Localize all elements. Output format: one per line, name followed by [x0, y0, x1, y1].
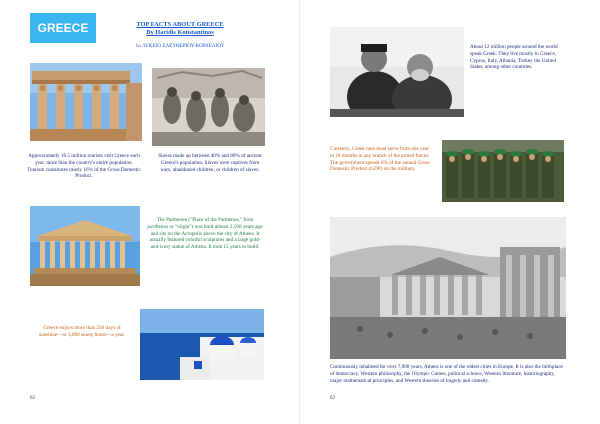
parthenon-text-part-2: or "virgin") was built almost 2,500 years ago and sits on the Acropolis above the city of Athens. It actually featured colorful sculptures and a large gold-and-ivory statue of Athena. It took 15 years to build. — [149, 223, 263, 251]
sunshine-fact-text: Greece enjoys more than 250 days of sunshine—or 3,000 sunny hours—a year. — [39, 325, 125, 338]
santorini-photo — [140, 309, 264, 380]
left-page-number: 62 — [30, 396, 35, 401]
right-page-number: 63 — [330, 396, 335, 401]
right-page — [300, 0, 600, 424]
athens-fact-text: Continuously inhabited for over 7,000 years, Athens is one of the oldest cities in Europe. It is also the birthplace of democracy, Western philosophy, the Olympic Games, political science, Western literature, historiography, major mathematical principles, and Western theories of tragedy and comedy. — [330, 364, 563, 384]
elderly-greek-men-photo — [330, 27, 464, 117]
tourism-fact-text: Approximately 16.5 million tourists visit Greece each year, more than the country's entire population. Tourism constitutes nearly 16% of the Gross Domestic Product. — [27, 153, 141, 180]
parthenon-photo — [30, 206, 140, 286]
greek-soldiers-parade-photo — [442, 140, 564, 202]
title-box: GREECE — [30, 13, 96, 43]
military-fact-text: Currently, Greek men must serve from one year to 18 months in any branch of the armed forces. The government spends 6% of the annual Gross Domestic Product (GDP) on the military. — [330, 146, 430, 173]
ancient-athens-engraving — [330, 217, 566, 359]
school-name: 1o ΛΥΚΕΙΟ ΕΛΕΥΘΕΡΙΟΥ-ΚΟΡΔΕΛΙΟΥ — [135, 43, 225, 49]
parthenon-fact-text — [146, 217, 264, 251]
greek-language-fact-text: About 12 million people around the world speak Greek. They live mostly in Greece, Cyprus, Italy, Albania, Turkey the United States, among other countries. — [470, 44, 558, 71]
ancient-slaves-engraving — [152, 68, 265, 146]
author-link[interactable]: By Haridis Konstantinos — [146, 29, 214, 36]
parthenon-italic-word: parthenos — [147, 223, 169, 230]
slaves-fact-text: Slaves made up between 40% and 80% of ancient Greece's population. Slaves were captives from wars, abandoned children, or children of slaves. — [158, 153, 262, 173]
parthenon-text-part-1: The Parthenon ("Place of the Parthenos," from — [156, 217, 254, 223]
erechtheion-caryatids-photo — [30, 63, 142, 141]
page-heading-link[interactable]: TOP FACTS ABOUT GREECE — [136, 21, 224, 28]
